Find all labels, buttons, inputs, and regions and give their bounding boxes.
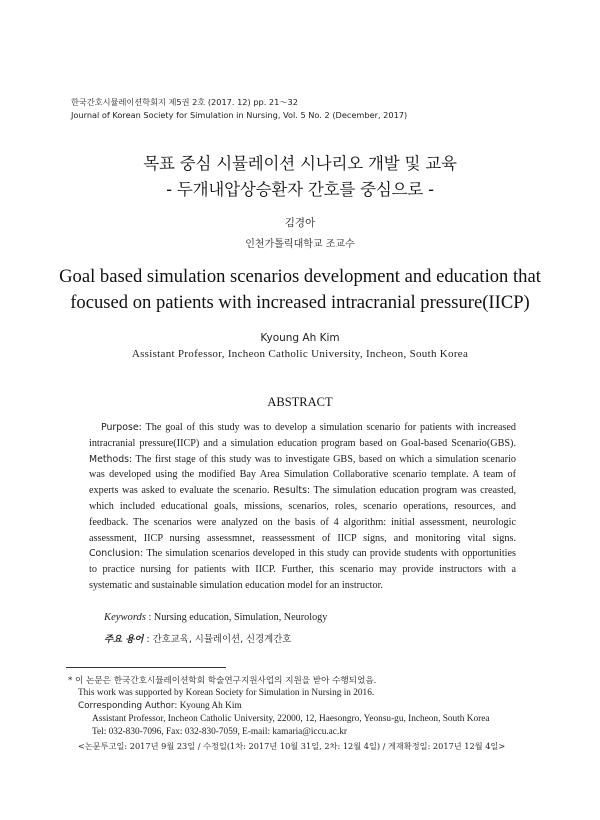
keywords-ko-text: : 간호교육, 시뮬레이션, 신경계간호 [146,634,292,645]
title-en-line2: focused on patients with increased intracranial pressure(IICP) [70,292,530,313]
affiliation-en: Assistant Professor, Incheon Catholic University, Incheon, South Korea [131,348,469,360]
keywords-en-text: : Nursing education, Simulation, Neurology [148,612,328,623]
journal-header-ko: 한국간호시뮬레이션학회지 제5권 2호 (2017. 12) pp. 21～32 [71,97,298,107]
conclusion-label: Conclusion: [89,548,144,560]
author-ko: 김경아 [284,217,316,229]
results-label: Results: [273,485,311,497]
corresponding-name: Kyoung Ah Kim [179,701,242,711]
purpose-text: The goal of this study was to develop a simulation scenario for patients with increased intracranial pressure(IICP) and a simulation education program based on Goal-based Scenario(GBS). [89,422,516,449]
footnote-dates: <논문투고일: 2017년 9월 23일 / 수정일(1차: 2017년 10월 31일, 2차: 12월 4일) / 게재확정일: 2017년 12월 4일> [78,741,506,751]
methods-text: The first stage of this study was to investigate GBS, based on which a simulation scenario was developed using the modified Bay Area Simulation Collaborative scenario template. A team of experts was asked to evaluate the scenario. [89,453,516,497]
keywords-en-label: Keywords [104,612,146,623]
footnote-support-en: This work was supported by Korean Society for Simulation in Nursing in 2016. [78,688,375,698]
footnote-corresponding [78,701,242,711]
purpose-label: Purpose: [101,422,142,433]
keywords-ko-label: 주요 용어 [104,634,144,645]
methods-label: Methods: [89,453,133,465]
footnote-divider [66,667,226,668]
journal-header-en: Journal of Korean Society for Simulation in Nursing, Vol. 5 No. 2 (December, 2017) [71,110,408,120]
footnote-contact: Tel: 032-830-7096, Fax: 032-830-7059, E-mail: kamaria@iccu.ac.kr [92,727,347,737]
footnote-support-ko: * 이 논문은 한국간호시뮬레이션학회 학술연구지원사업의 지원을 받아 수행되었음. [68,676,377,686]
corresponding-label: Corresponding Author: [78,701,178,711]
abstract-body [89,420,516,594]
keywords-en [104,612,327,623]
keywords-ko [104,631,291,645]
abstract-heading: ABSTRACT [267,395,333,409]
footnote-address: Assistant Professor, Incheon Catholic University, 22000, 12, Haesongro, Yeonsu-gu, Incheon, South Korea [92,714,490,724]
title-ko-line1: 목표 중심 시뮬레이션 시나리오 개발 및 교육 [143,154,457,173]
results-text: The simulation education program was creasted, which included educational goals, missions, scenarios, roles, scenario operations, resources, and feedback. The scenarios were analyzed on the basis of 4 algorithm: initial assessment, neurologic assessment, IICP nursing assessmnet, reassessment of IICP signs, and monitoring vital signs. [89,485,516,544]
title-ko-line2: - 두개내압상승환자 간호를 중심으로 - [166,180,434,199]
title-en-line1: Goal based simulation scenarios development and education that [59,266,541,287]
affiliation-ko: 인천가톨릭대학교 조교수 [245,239,355,250]
author-en: Kyoung Ah Kim [260,332,340,344]
conclusion-text: The simulation scenarios developed in this study can provide students with opportunities to practice nursing for patients with IICP. Further, this scenario may provide instructors with a systematic and sustainable simulation education model for an instructor. [89,548,516,591]
